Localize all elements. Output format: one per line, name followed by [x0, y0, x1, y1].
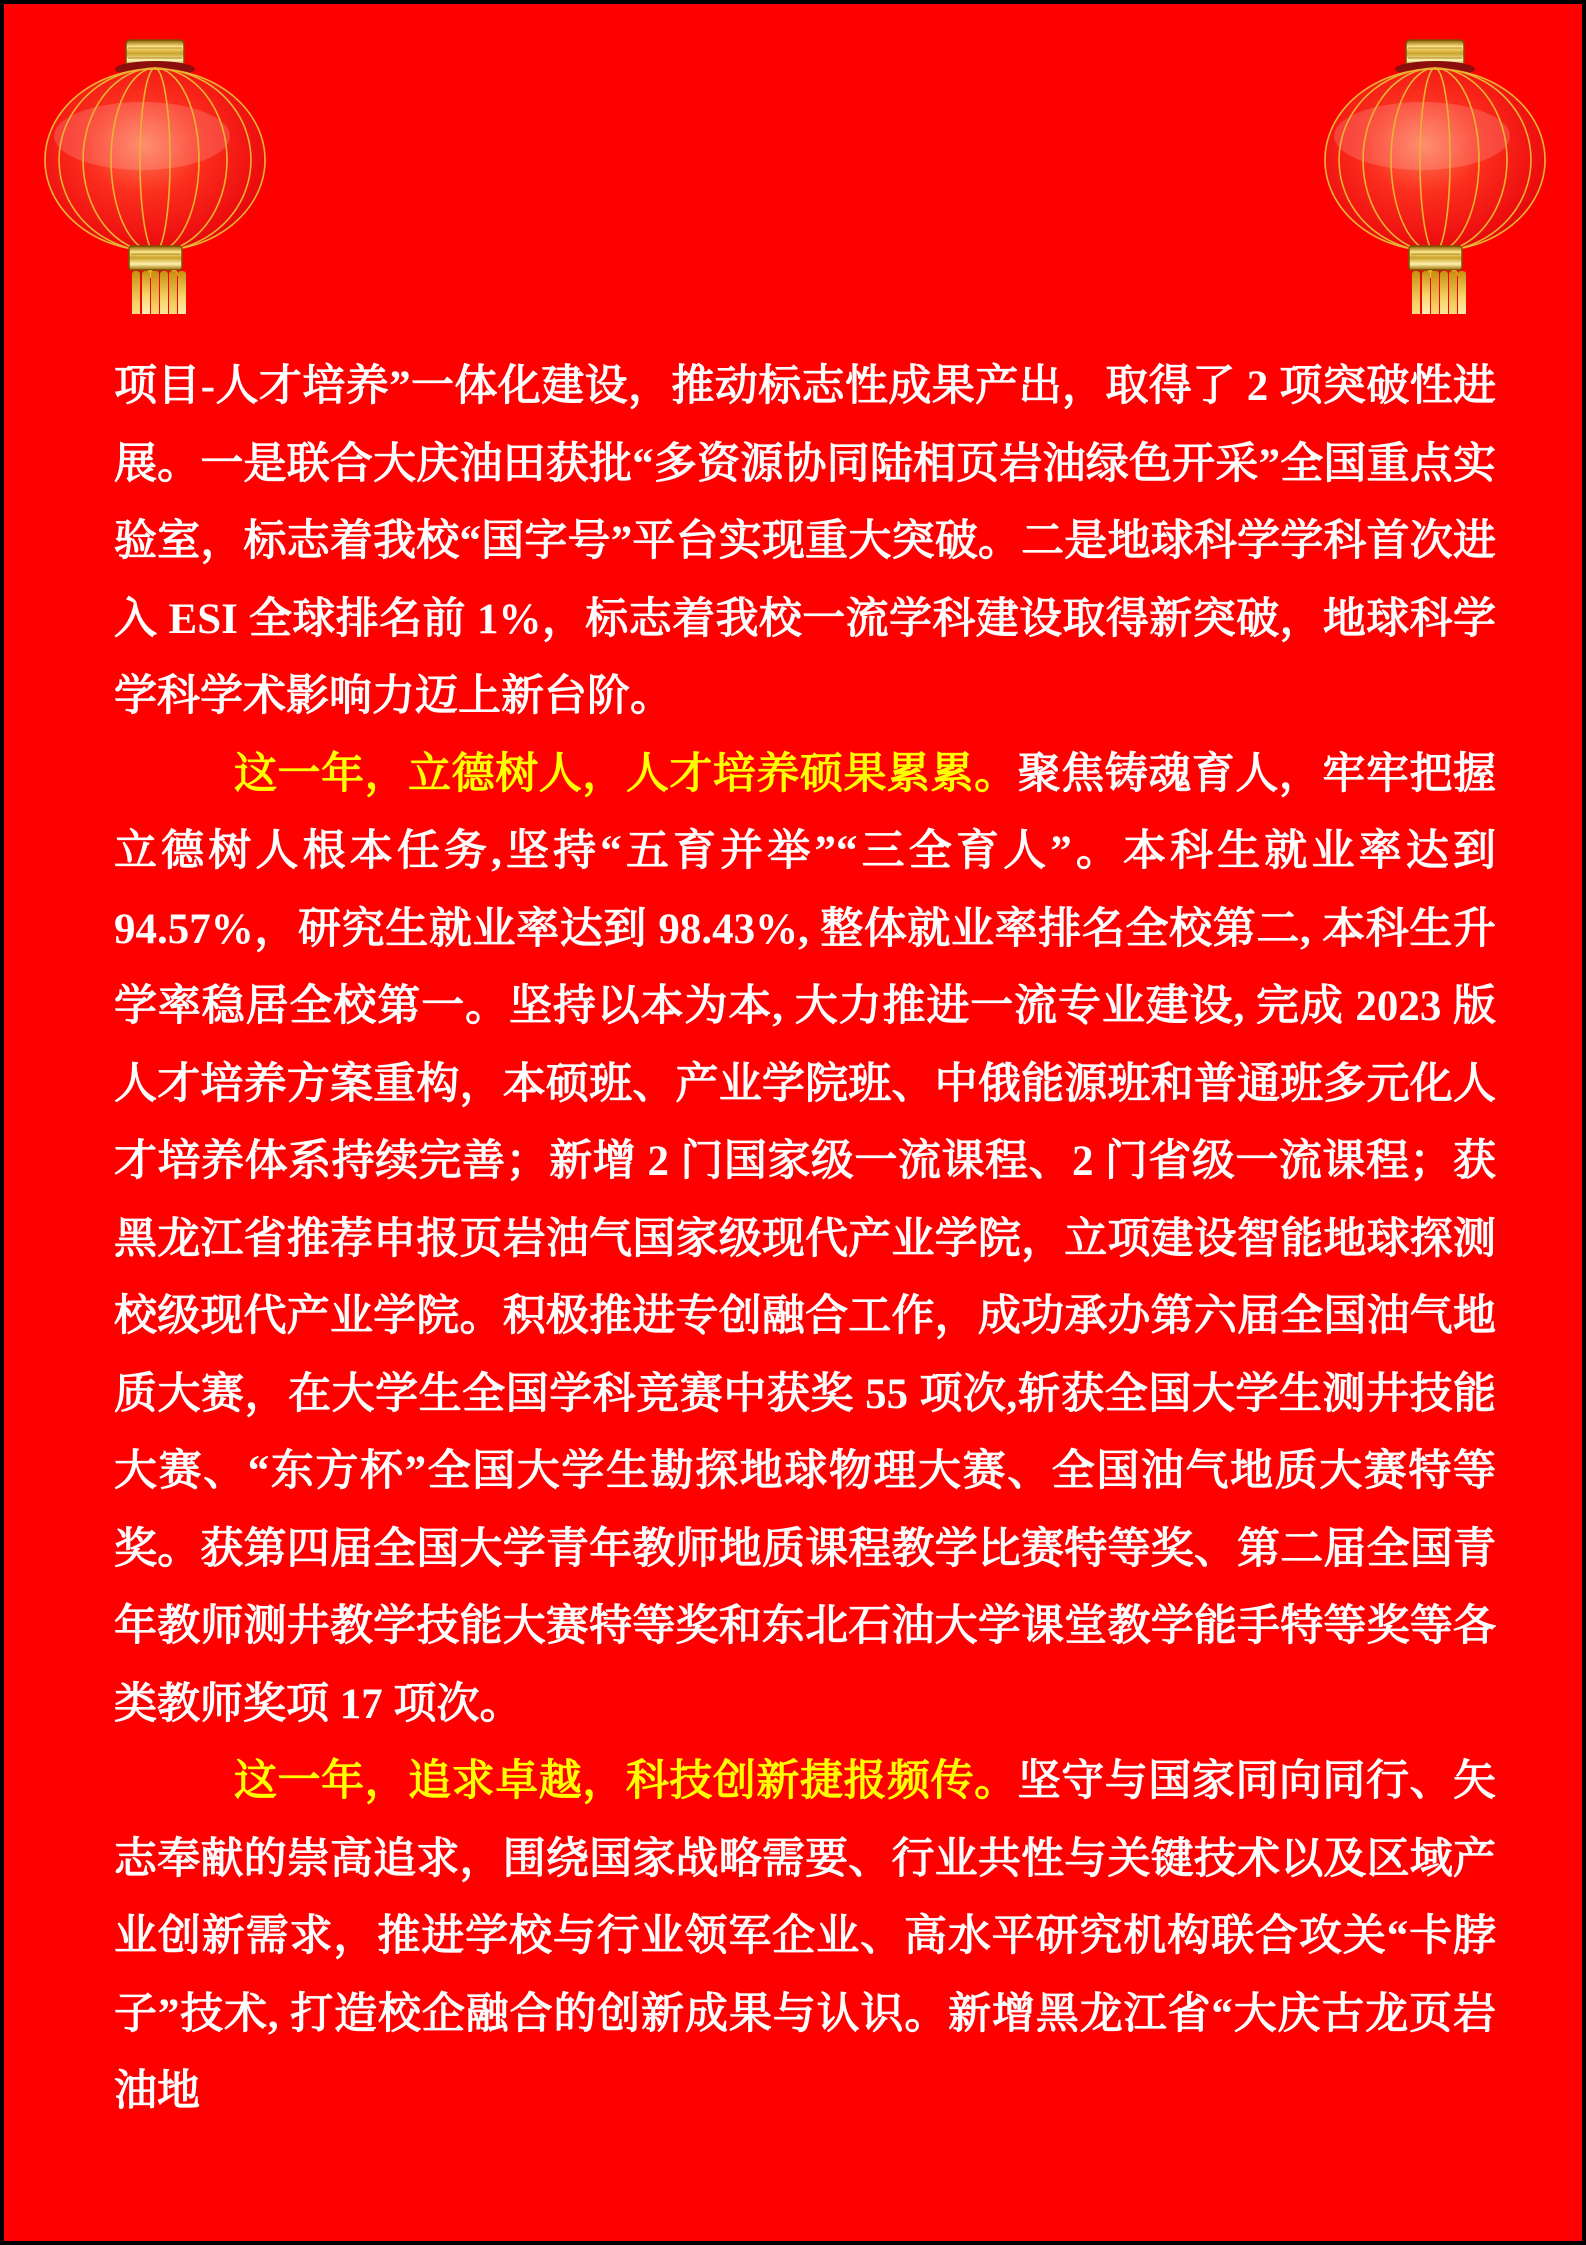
lantern-graphic — [1322, 38, 1550, 314]
paragraph-text: 坚守与国家同向同行、矢志奉献的崇高追求，围绕国家战略需要、行业共性与关键技术以及区域产业创新需求，推进学校与行业领军企业、高水平研究机构联合攻关“卡脖子”技术, 打造校企融合的创新成果与认识。新增黑龙江省“大庆古龙页岩油地 — [114, 1758, 1497, 2115]
paragraph-talent-cultivation — [114, 736, 1496, 1744]
paragraph-lead-in: 这一年，追求卓越，科技创新捷报频传。 — [234, 1758, 1018, 1805]
body-text — [114, 348, 1496, 2131]
lantern-graphic — [42, 38, 270, 314]
paragraph-lead-in: 这一年，立德树人，人才培养硕果累累。 — [234, 750, 1018, 798]
paragraph-text: 项目-人才培养”一体化建设，推动标志性成果产出，取得了 2 项突破性进展。一是联合大庆油田获批“多资源协同陆相页岩油绿色开采”全国重点实验室，标志着我校“国字号”平台实现重大突破。二是地球科学学科首次进入 ESI 全球排名前 1%，标志着我校一流学科建设取得新突破，地球科学学科学术影响力迈上新台阶。 — [114, 363, 1496, 720]
paragraph-sci-tech-innovation — [114, 1743, 1496, 2131]
red-lantern-left-icon — [42, 38, 270, 314]
paragraph-achievements — [114, 348, 1496, 736]
red-lantern-right-icon — [1322, 38, 1550, 314]
paragraph-text: 聚焦铸魂育人，牢牢把握立德树人根本任务,坚持“五育并举”“三全育人”。本科生就业率达到 94.57%，研究生就业率达到 98.43%, 整体就业率排名全校第二, 本科生升学率稳居全校第一。坚持以本为本, 大力推进一流专业建设, 完成 2023 版人才培养方案重构，本硕班、产业学院班、中俄能源班和普通班多元化人才培养体系持续完善；新增 2 门国家级一流课程、2 门省级一流课程；获黑龙江省推荐申报页岩油气国家级现代产业学院，立项建设智能地球探测校级现代产业学院。积极推进专创融合工作，成功承办第六届全国油气地质大赛，在大学生全国学科竞赛中获奖 55 项次,斩获全国大学生测井技能大赛、“东方杯”全国大学生勘探地球物理大赛、全国油气地质大赛特等奖。获第四届全国大学青年教师地质课程教学比赛特等奖、第二届全国青年教师测井教学技能大赛特等奖和东北石油大学课堂教学能手特等奖等各类教师奖项 17 项次。 — [114, 750, 1497, 1728]
